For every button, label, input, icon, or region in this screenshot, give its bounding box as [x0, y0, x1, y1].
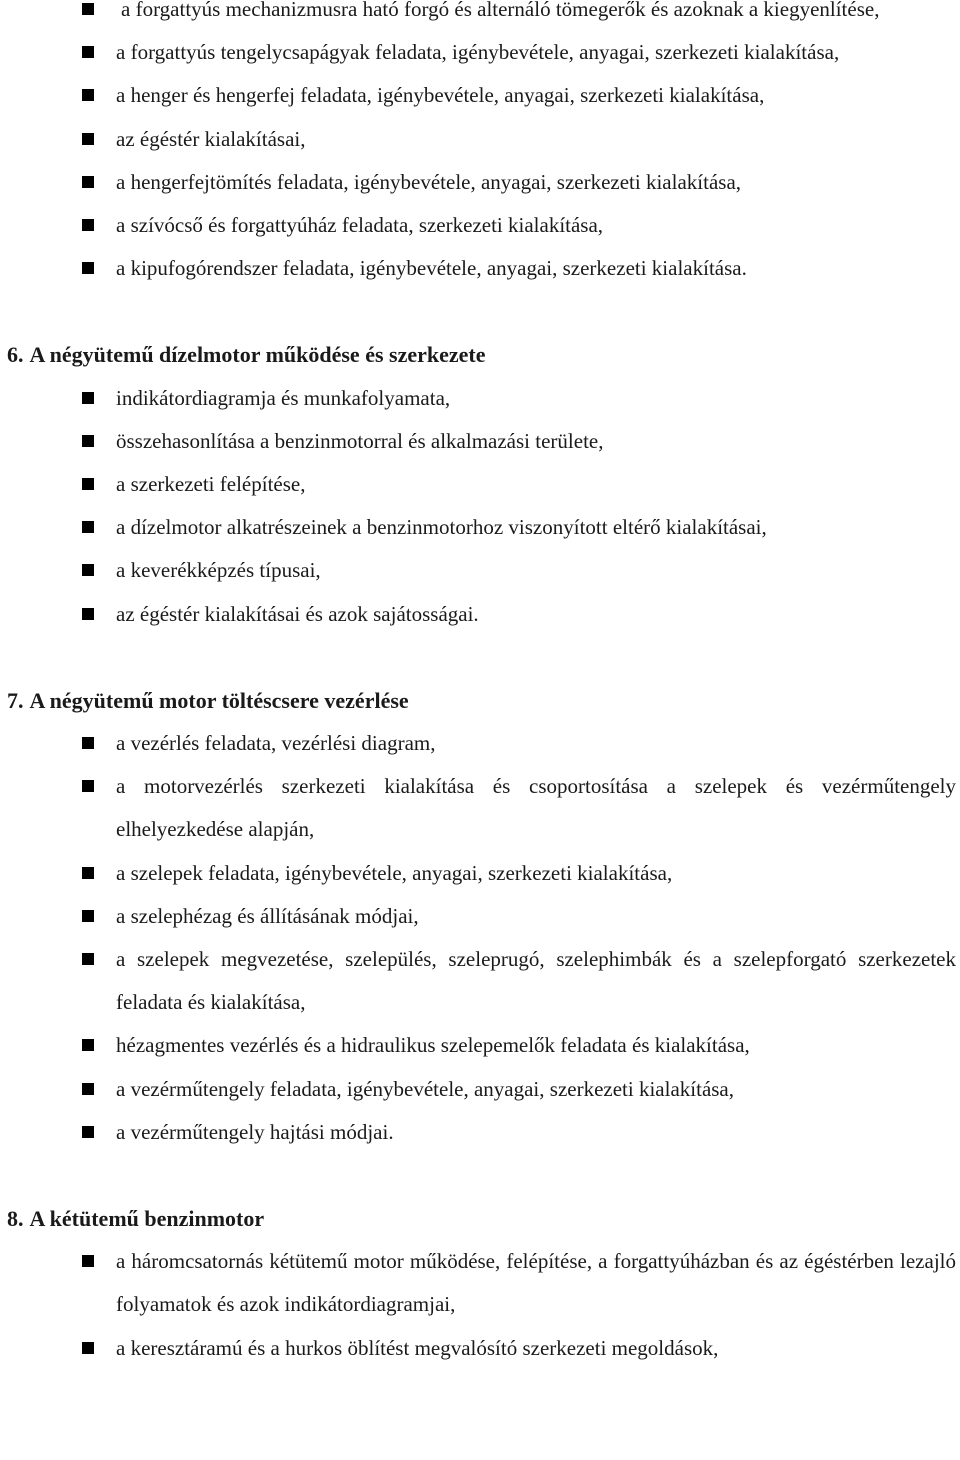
list-item: [0, 31, 960, 74]
square-bullet-icon: [82, 867, 94, 879]
list-item-text: összehasonlítása a benzinmotorral és alkalmazási területe,: [116, 428, 604, 453]
square-bullet-icon: [82, 46, 94, 58]
list-item-text: a szerkezeti felépítése,: [116, 472, 306, 497]
square-bullet-icon: [82, 521, 94, 533]
section-heading-6: [0, 333, 960, 376]
section-8-bullet-list: [0, 1240, 960, 1370]
list-item-text: a forgattyús mechanizmusra ható forgó és alternáló tömegerők és azoknak a kiegyenlítése,: [121, 0, 880, 21]
square-bullet-icon: [82, 780, 94, 792]
list-item-text: a szelepek feladata, igénybevétele, anyagai, szerkezeti kialakítása,: [116, 860, 673, 885]
square-bullet-icon: [82, 608, 94, 620]
list-item-text: a dízelmotor alkatrészeinek a benzinmotorhoz viszonyított eltérő kialakításai,: [116, 515, 767, 540]
square-bullet-icon: [82, 219, 94, 231]
list-item: [0, 593, 960, 636]
list-item-text: az égéstér kialakításai és azok sajátosságai.: [116, 601, 479, 626]
list-item-text: a forgattyús tengelycsapágyak feladata, igénybevétele, anyagai, szerkezeti kialakítása,: [116, 40, 840, 65]
list-item: [0, 1024, 960, 1067]
square-bullet-icon: [82, 133, 94, 145]
list-item: [0, 1240, 960, 1326]
list-item: [0, 161, 960, 204]
list-item: [0, 420, 960, 463]
square-bullet-icon: [82, 910, 94, 922]
square-bullet-icon: [82, 89, 94, 101]
square-bullet-icon: [82, 953, 94, 965]
section-number: 6.: [7, 342, 24, 368]
list-item: [0, 506, 960, 549]
list-item: [0, 118, 960, 161]
list-item: [0, 765, 960, 851]
section-7-bullet-list: [0, 722, 960, 1154]
list-item: [0, 938, 960, 1024]
list-item: [0, 1068, 960, 1111]
square-bullet-icon: [82, 478, 94, 490]
list-item-text: a háromcsatornás kétütemű motor működése, felépítése, a forgattyúházban és az égéstérben lezajló folyamatok és azok indikátordiagramjai,: [116, 1249, 956, 1317]
list-item: [0, 74, 960, 117]
list-item: [0, 0, 960, 31]
list-item: [0, 895, 960, 938]
list-item: [0, 377, 960, 420]
list-item-text: a vezérműtengely feladata, igénybevétele, anyagai, szerkezeti kialakítása,: [116, 1076, 735, 1101]
list-item-text: a kipufogórendszer feladata, igénybevétele, anyagai, szerkezeti kialakítása.: [116, 256, 747, 281]
list-item-text: a vezérlés feladata, vezérlési diagram,: [116, 731, 436, 756]
list-item: [0, 549, 960, 592]
section-title: A kétütemű benzinmotor: [29, 1206, 265, 1232]
list-item: [0, 1111, 960, 1154]
intro-bullet-list: [0, 0, 960, 290]
list-item-text: a szelephézag és állításának módjai,: [116, 903, 419, 928]
square-bullet-icon: [82, 176, 94, 188]
section-number: 8.: [7, 1206, 24, 1232]
list-item: [0, 1327, 960, 1370]
square-bullet-icon: [82, 1083, 94, 1095]
square-bullet-icon: [82, 564, 94, 576]
section-number: 7.: [7, 687, 24, 713]
square-bullet-icon: [82, 262, 94, 274]
list-item-text: a henger és hengerfej feladata, igénybevétele, anyagai, szerkezeti kialakítása,: [116, 83, 765, 108]
list-item: [0, 852, 960, 895]
list-item-text: az égéstér kialakításai,: [116, 126, 306, 151]
list-item-text: hézagmentes vezérlés és a hidraulikus szelepemelők feladata és kialakítása,: [116, 1033, 750, 1058]
section-6-bullet-list: [0, 377, 960, 636]
square-bullet-icon: [82, 435, 94, 447]
list-item-text: a szívócső és forgattyúház feladata, szerkezeti kialakítása,: [116, 213, 604, 238]
section-heading-8: [0, 1197, 960, 1240]
list-item-text: a szelepek megvezetése, szelepülés, szeleprugó, szelephimbák és a szelepforgató szerkezetek feladata és kialakítása,: [116, 947, 956, 1015]
square-bullet-icon: [82, 1255, 94, 1267]
list-item-text: a keresztáramú és a hurkos öblítést megvalósító szerkezeti megoldások,: [116, 1335, 719, 1360]
square-bullet-icon: [82, 392, 94, 404]
list-item-text: a hengerfejtömítés feladata, igénybevétele, anyagai, szerkezeti kialakítása,: [116, 169, 742, 194]
square-bullet-icon: [82, 737, 94, 749]
square-bullet-icon: [82, 1126, 94, 1138]
list-item: [0, 463, 960, 506]
section-heading-7: [0, 679, 960, 722]
section-title: A négyütemű motor töltéscsere vezérlése: [29, 687, 409, 713]
list-item: [0, 247, 960, 290]
square-bullet-icon: [82, 1039, 94, 1051]
list-item-text: a keverékképzés típusai,: [116, 558, 321, 583]
list-item-text: a motorvezérlés szerkezeti kialakítása és csoportosítása a szelepek és vezérműtengely elhelyezkedése alapján,: [116, 774, 956, 842]
list-item: [0, 204, 960, 247]
square-bullet-icon: [82, 1342, 94, 1354]
list-item-text: indikátordiagramja és munkafolyamata,: [116, 385, 451, 410]
list-item-text: a vezérműtengely hajtási módjai.: [116, 1119, 394, 1144]
section-title: A négyütemű dízelmotor működése és szerkezete: [29, 342, 486, 368]
list-item: [0, 722, 960, 765]
square-bullet-icon: [82, 3, 94, 15]
